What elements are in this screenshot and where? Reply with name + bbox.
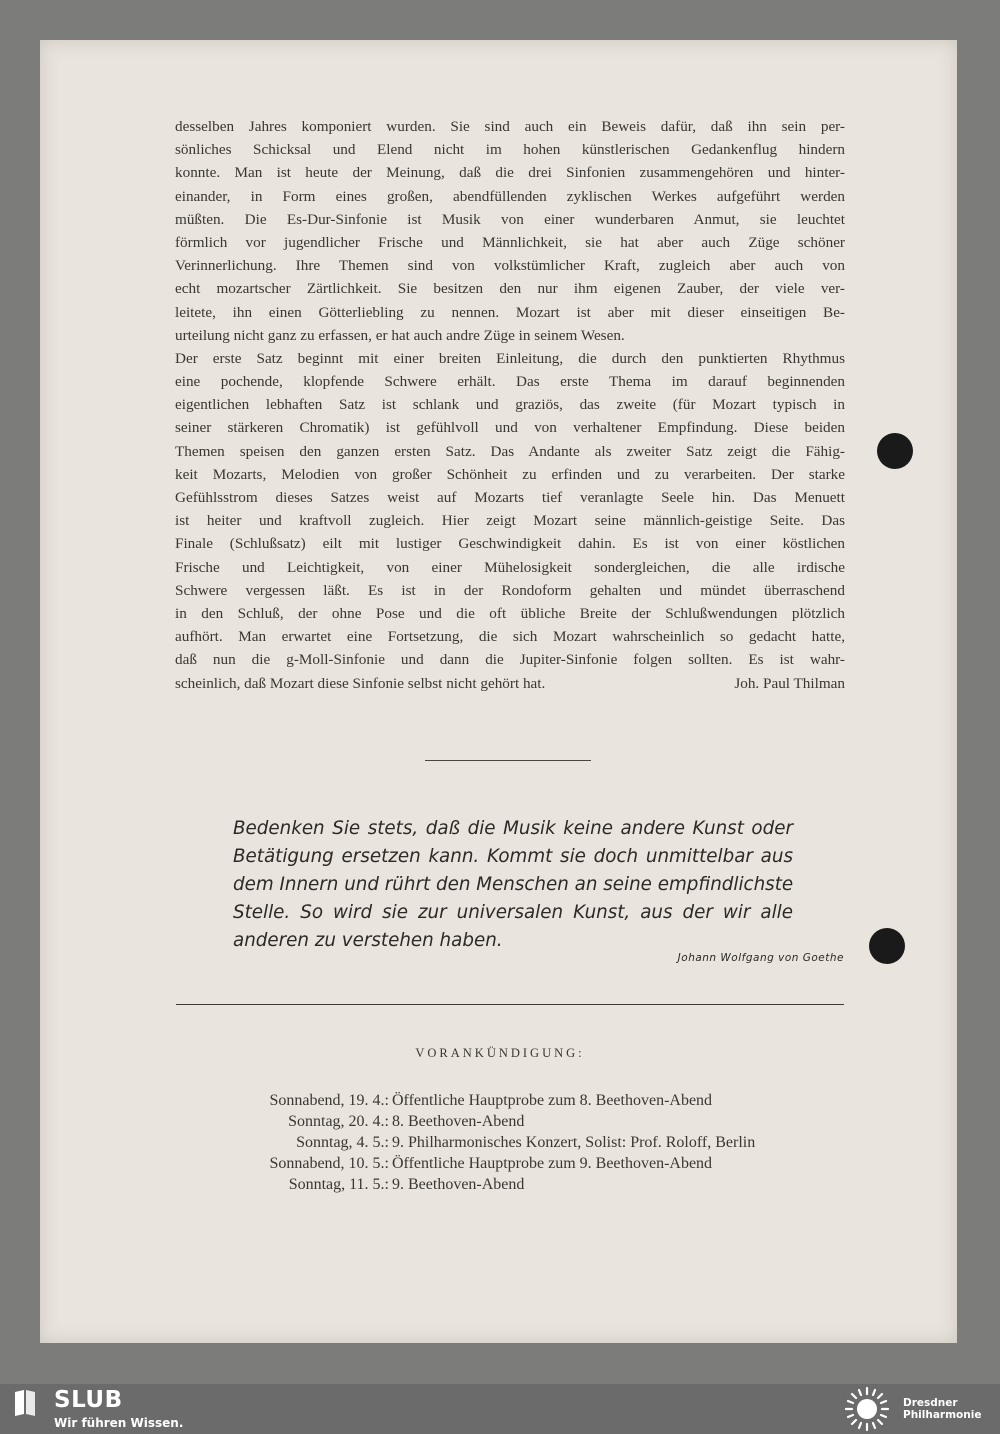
quote-author: Johann Wolfgang von Goethe bbox=[677, 952, 844, 964]
announcement-row bbox=[200, 1153, 880, 1174]
slub-logo-text[interactable]: SLUB bbox=[54, 1387, 123, 1413]
quote-line: dem Innern und rührt den Menschen an seine empfindlichste bbox=[233, 874, 794, 895]
book-icon[interactable] bbox=[12, 1388, 38, 1418]
body-line: daß nun die g-Moll-Sinfonie und dann die Jupiter-Sinfonie folgen sollten. Es ist wahr- bbox=[175, 651, 845, 669]
event-date: Sonntag, 4. 5.: bbox=[296, 1134, 389, 1151]
announcement-row bbox=[200, 1111, 880, 1132]
announcement-row bbox=[200, 1132, 880, 1153]
event-title: 9. Philharmonisches Konzert, Solist: Prof. Roloff, Berlin bbox=[392, 1134, 756, 1151]
body-line: Frische und Leichtigkeit, von einer Mühelosigkeit sondergleichen, die alle irdische bbox=[175, 558, 845, 576]
body-line: aufhört. Man erwartet eine Fortsetzung, die sich Mozart wahrscheinlich so gedacht hatte, bbox=[175, 628, 845, 646]
footer-bar bbox=[0, 1384, 1000, 1434]
body-line: konnte. Man ist heute der Meinung, daß die drei Sinfonien zusammengehören und hinter- bbox=[175, 164, 845, 182]
announcement-row bbox=[200, 1090, 880, 1111]
body-line: Verinnerlichung. Ihre Themen sind von volkstümlicher Kraft, zugleich aber auch von bbox=[175, 257, 845, 275]
body-line: ist heiter und kraftvoll zugleich. Hier zeigt Mozart seine männlich-geistige Seite. Das bbox=[175, 512, 845, 530]
body-line: Schwere vergessen läßt. Es ist in der Rondoform gehalten und mündet überraschend bbox=[175, 581, 845, 599]
announcement-row bbox=[200, 1174, 880, 1195]
quote-line: Betätigung ersetzen kann. Kommt sie doch unmittelbar aus bbox=[233, 846, 793, 867]
event-date: Sonnabend, 19. 4.: bbox=[269, 1092, 389, 1109]
body-line: Der erste Satz beginnt mit einer breiten Einleitung, die durch den punktierten Rhythmus bbox=[175, 349, 845, 367]
section-divider-short bbox=[425, 760, 591, 761]
quote-line: anderen zu verstehen haben. bbox=[233, 930, 503, 951]
body-line: leitete, ihn einen Götterliebling zu nennen. Mozart ist aber mit dieser einseitigen Be- bbox=[175, 303, 845, 321]
body-line: Gefühlsstrom dieses Satzes weist auf Mozarts tief veranlagte Seele hin. Das Menuett bbox=[175, 489, 845, 506]
final-line bbox=[175, 672, 845, 695]
article-body bbox=[175, 115, 845, 695]
body-line: desselben Jahres komponiert wurden. Sie sind auch ein Beweis dafür, daß ihn sein per- bbox=[175, 118, 845, 135]
body-line: sönliches Schicksal und Elend nicht im hohen künstlerischen Gedankenflug hindern bbox=[175, 141, 845, 159]
event-title: 9. Beethoven-Abend bbox=[392, 1176, 525, 1193]
body-line: eigentlichen lebhaften Satz ist schlank und graziös, das zweite (für Mozart typisch in bbox=[175, 396, 845, 414]
body-line: einander, in Form eines großen, abendfüllenden zyklischen Werkes aufgeführt werden bbox=[175, 187, 845, 205]
body-line: Finale (Schlußsatz) eilt mit lustiger Geschwindigkeit dahin. Es ist von einer köstlichen bbox=[175, 535, 845, 553]
punch-hole-lower bbox=[869, 928, 905, 964]
event-title: Öffentliche Hauptprobe zum 9. Beethoven-Abend bbox=[392, 1155, 713, 1172]
section-divider-long bbox=[176, 1004, 844, 1005]
body-line: urteilung nicht ganz zu erfassen, er hat auch andre Züge in seinem Wesen. bbox=[175, 326, 625, 344]
body-line: seiner stärkeren Chromatik) ist gefühlvoll und von verhaltener Empfindung. Diese beiden bbox=[175, 419, 845, 437]
event-title: Öffentliche Hauptprobe zum 8. Beethoven-Abend bbox=[392, 1092, 713, 1109]
event-date: Sonntag, 20. 4.: bbox=[288, 1113, 389, 1130]
event-date: Sonnabend, 10. 5.: bbox=[269, 1155, 389, 1172]
body-line: in den Schluß, der ohne Pose und die oft übliche Breite der Schlußwendungen plötzlich bbox=[175, 604, 845, 622]
body-line: keit Mozarts, Melodien von großer Schönheit zu erfinden und zu verarbeiten. Der starke bbox=[175, 465, 845, 483]
body-final-line: scheinlich, daß Mozart diese Sinfonie selbst nicht gehört hat. bbox=[175, 674, 546, 692]
announcement-list bbox=[200, 1090, 880, 1195]
body-line: echt mozartscher Zärtlichkeit. Sie besitzen den nur ihm eigenen Zauber, der viele ver- bbox=[175, 280, 845, 298]
body-line: förmlich vor jugendlicher Frische und Männlichkeit, sie hat aber auch Züge schöner bbox=[175, 233, 845, 251]
philharmonie-name[interactable] bbox=[903, 1397, 981, 1421]
quote-line: Bedenken Sie stets, daß die Musik keine andere Kunst oder bbox=[233, 818, 793, 839]
body-line: Themen speisen den ganzen ersten Satz. Das Andante als zweiter Satz zeigt die Fähig- bbox=[175, 442, 845, 460]
body-line: eine pochende, klopfende Schwere erhält. Das erste Thema im darauf beginnenden bbox=[175, 373, 845, 391]
author-signature: Joh. Paul Thilman bbox=[734, 674, 845, 692]
event-date: Sonntag, 11. 5.: bbox=[288, 1176, 389, 1193]
announcement-title: VORANKÜNDIGUNG: bbox=[415, 1046, 585, 1060]
event-title: 8. Beethoven-Abend bbox=[392, 1113, 525, 1130]
goethe-quote bbox=[233, 815, 793, 955]
slub-claim: Wir führen Wissen. bbox=[54, 1416, 184, 1430]
body-line: müßten. Die Es-Dur-Sinfonie ist Musik von einer wunderbaren Anmut, sie leuchtet bbox=[175, 210, 845, 228]
punch-hole-upper bbox=[877, 433, 913, 469]
philharmonie-name-line-1: Dresdner bbox=[903, 1397, 958, 1409]
quote-line: Stelle. So wird sie zur universalen Kunst, aus der wir alle bbox=[233, 902, 793, 923]
sunburst-logo-icon[interactable] bbox=[842, 1386, 892, 1432]
philharmonie-name-line-2: Philharmonie bbox=[903, 1409, 982, 1421]
